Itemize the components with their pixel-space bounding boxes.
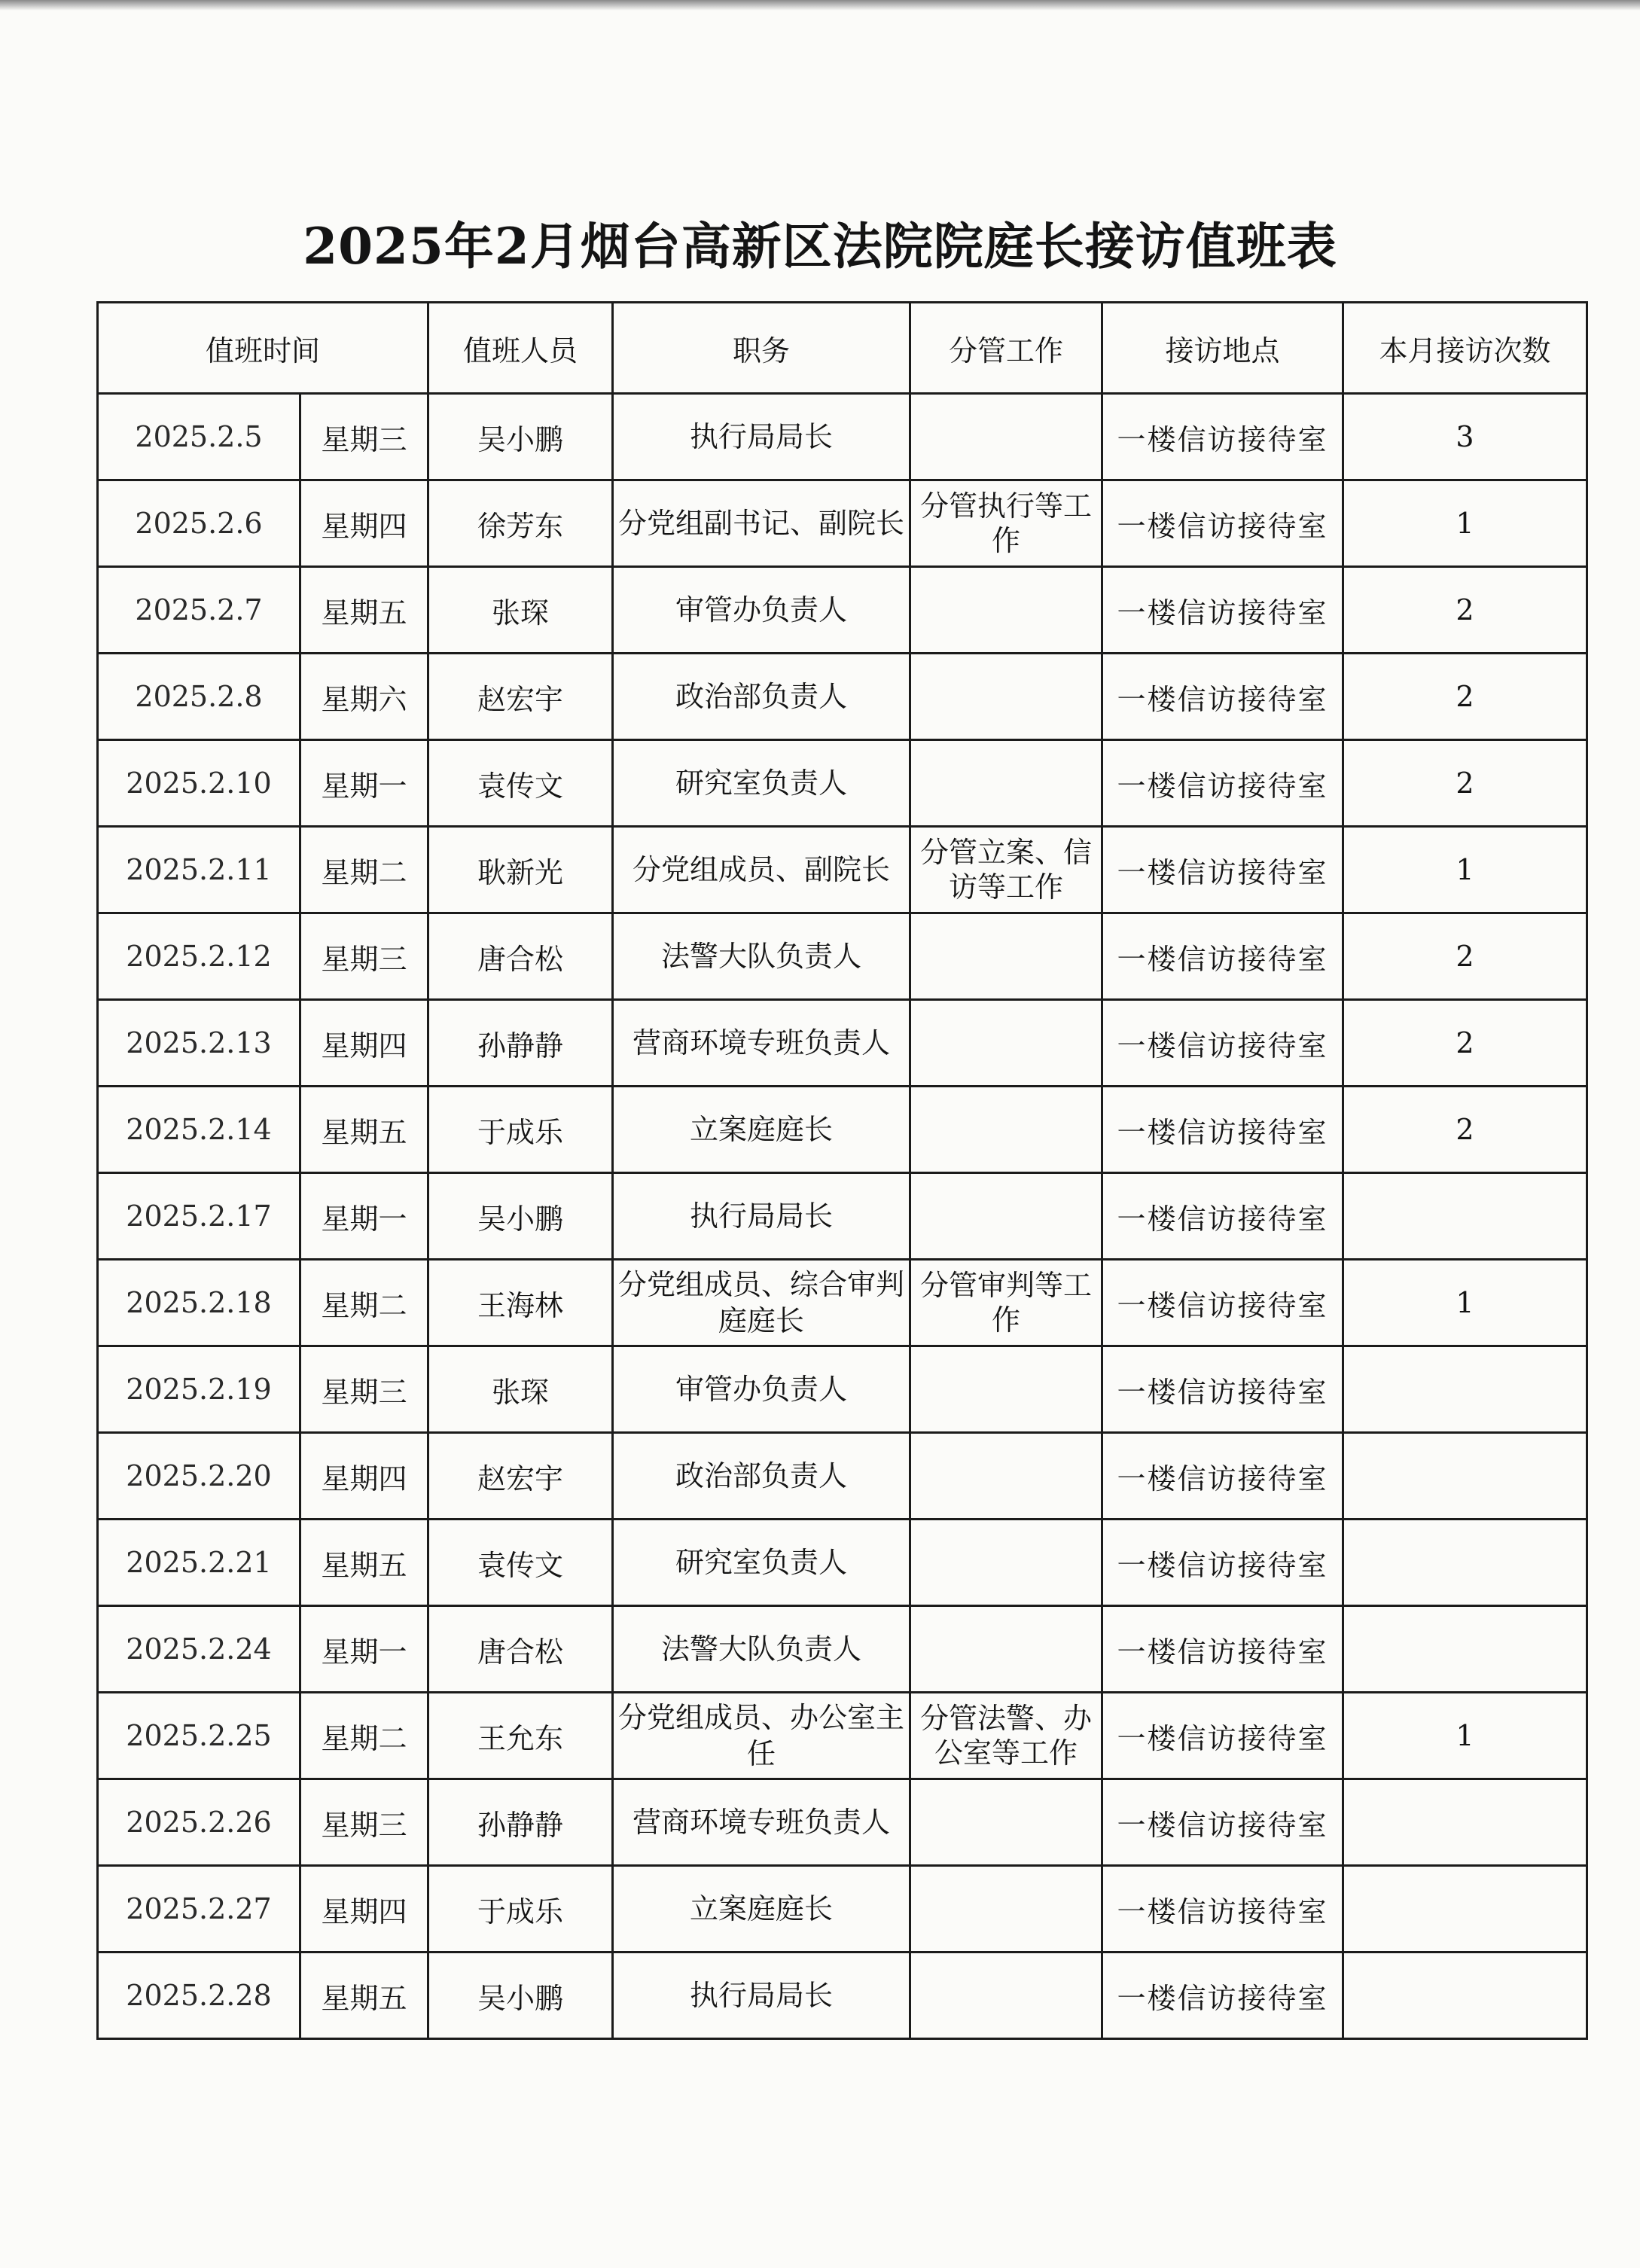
duty-schedule-table: [96, 301, 1588, 2040]
cell-visit-count: 2: [1343, 567, 1587, 654]
cell-location: 一楼信访接待室: [1102, 480, 1343, 567]
cell-visit-count: 2: [1343, 654, 1587, 740]
cell-weekday: 星期一: [300, 740, 428, 827]
table-row: [98, 740, 1587, 827]
cell-visit-count: 1: [1343, 480, 1587, 567]
cell-location: 一楼信访接待室: [1102, 1779, 1343, 1866]
cell-person: 孙静静: [428, 1779, 613, 1866]
table-row: [98, 1952, 1587, 2039]
cell-date: 2025.2.8: [98, 654, 300, 740]
cell-position: 立案庭庭长: [613, 1087, 910, 1173]
cell-date: 2025.2.27: [98, 1866, 300, 1952]
cell-person: 孙静静: [428, 1000, 613, 1087]
cell-date: 2025.2.13: [98, 1000, 300, 1087]
table-row: [98, 480, 1587, 567]
cell-weekday: 星期六: [300, 654, 428, 740]
cell-weekday: 星期四: [300, 1433, 428, 1520]
cell-charge: [910, 740, 1102, 827]
table-row: [98, 1606, 1587, 1693]
cell-charge: [910, 913, 1102, 1000]
cell-date: 2025.2.17: [98, 1173, 300, 1260]
cell-visit-count: [1343, 1952, 1587, 2039]
cell-location: 一楼信访接待室: [1102, 1260, 1343, 1346]
cell-position: 审管办负责人: [613, 1346, 910, 1433]
cell-person: 王允东: [428, 1693, 613, 1779]
header-position: 职务: [613, 303, 910, 394]
cell-visit-count: [1343, 1866, 1587, 1952]
cell-position: 分党组成员、综合审判庭庭长: [613, 1260, 910, 1346]
cell-visit-count: [1343, 1779, 1587, 1866]
cell-weekday: 星期四: [300, 480, 428, 567]
cell-visit-count: 3: [1343, 394, 1587, 480]
cell-person: 袁传文: [428, 740, 613, 827]
cell-position: 营商环境专班负责人: [613, 1779, 910, 1866]
table-row: [98, 567, 1587, 654]
cell-charge: [910, 394, 1102, 480]
table-row: [98, 1866, 1587, 1952]
cell-location: 一楼信访接待室: [1102, 827, 1343, 913]
table-row: [98, 1260, 1587, 1346]
cell-location: 一楼信访接待室: [1102, 1173, 1343, 1260]
cell-date: 2025.2.18: [98, 1260, 300, 1346]
cell-position: 分党组成员、办公室主任: [613, 1693, 910, 1779]
cell-location: 一楼信访接待室: [1102, 654, 1343, 740]
cell-weekday: 星期二: [300, 827, 428, 913]
cell-location: 一楼信访接待室: [1102, 1520, 1343, 1606]
cell-charge: [910, 1087, 1102, 1173]
cell-charge: [910, 1433, 1102, 1520]
cell-visit-count: [1343, 1346, 1587, 1433]
cell-location: 一楼信访接待室: [1102, 567, 1343, 654]
cell-position: 政治部负责人: [613, 1433, 910, 1520]
table-row: [98, 1173, 1587, 1260]
cell-weekday: 星期五: [300, 567, 428, 654]
cell-position: 执行局局长: [613, 1173, 910, 1260]
cell-weekday: 星期五: [300, 1087, 428, 1173]
table-row: [98, 654, 1587, 740]
cell-position: 立案庭庭长: [613, 1866, 910, 1952]
cell-visit-count: [1343, 1173, 1587, 1260]
cell-weekday: 星期三: [300, 913, 428, 1000]
cell-charge: 分管审判等工作: [910, 1260, 1102, 1346]
cell-date: 2025.2.21: [98, 1520, 300, 1606]
table-row: [98, 1779, 1587, 1866]
cell-visit-count: 1: [1343, 1260, 1587, 1346]
header-duty-time: 值班时间: [98, 303, 428, 394]
cell-date: 2025.2.24: [98, 1606, 300, 1693]
cell-date: 2025.2.7: [98, 567, 300, 654]
cell-weekday: 星期四: [300, 1000, 428, 1087]
cell-person: 于成乐: [428, 1087, 613, 1173]
cell-charge: 分管执行等工作: [910, 480, 1102, 567]
cell-visit-count: [1343, 1433, 1587, 1520]
cell-location: 一楼信访接待室: [1102, 1693, 1343, 1779]
cell-location: 一楼信访接待室: [1102, 1433, 1343, 1520]
cell-location: 一楼信访接待室: [1102, 1866, 1343, 1952]
cell-visit-count: 1: [1343, 827, 1587, 913]
cell-visit-count: 2: [1343, 1000, 1587, 1087]
cell-date: 2025.2.14: [98, 1087, 300, 1173]
cell-location: 一楼信访接待室: [1102, 1346, 1343, 1433]
cell-visit-count: [1343, 1520, 1587, 1606]
cell-charge: [910, 567, 1102, 654]
cell-person: 吴小鹏: [428, 1952, 613, 2039]
page-title: 2025年2月烟台高新区法院院庭长接访值班表: [303, 217, 1337, 276]
cell-weekday: 星期一: [300, 1606, 428, 1693]
table-row: [98, 1433, 1587, 1520]
cell-visit-count: 2: [1343, 913, 1587, 1000]
cell-location: 一楼信访接待室: [1102, 1606, 1343, 1693]
cell-charge: [910, 1000, 1102, 1087]
cell-position: 研究室负责人: [613, 1520, 910, 1606]
cell-date: 2025.2.10: [98, 740, 300, 827]
table-row: [98, 913, 1587, 1000]
cell-position: 法警大队负责人: [613, 1606, 910, 1693]
cell-date: 2025.2.19: [98, 1346, 300, 1433]
cell-person: 耿新光: [428, 827, 613, 913]
cell-position: 分党组副书记、副院长: [613, 480, 910, 567]
cell-weekday: 星期四: [300, 1866, 428, 1952]
cell-location: 一楼信访接待室: [1102, 394, 1343, 480]
table-row: [98, 1000, 1587, 1087]
cell-visit-count: 1: [1343, 1693, 1587, 1779]
cell-person: 王海林: [428, 1260, 613, 1346]
cell-charge: [910, 654, 1102, 740]
cell-charge: [910, 1173, 1102, 1260]
cell-date: 2025.2.25: [98, 1693, 300, 1779]
cell-weekday: 星期一: [300, 1173, 428, 1260]
cell-person: 张琛: [428, 567, 613, 654]
header-charge: 分管工作: [910, 303, 1102, 394]
cell-date: 2025.2.28: [98, 1952, 300, 2039]
cell-visit-count: 2: [1343, 740, 1587, 827]
cell-position: 执行局局长: [613, 1952, 910, 2039]
cell-date: 2025.2.12: [98, 913, 300, 1000]
cell-charge: [910, 1866, 1102, 1952]
cell-position: 执行局局长: [613, 394, 910, 480]
cell-date: 2025.2.5: [98, 394, 300, 480]
cell-location: 一楼信访接待室: [1102, 913, 1343, 1000]
cell-weekday: 星期三: [300, 1346, 428, 1433]
cell-weekday: 星期二: [300, 1260, 428, 1346]
cell-weekday: 星期三: [300, 394, 428, 480]
table-row: [98, 827, 1587, 913]
cell-charge: [910, 1952, 1102, 2039]
cell-location: 一楼信访接待室: [1102, 1087, 1343, 1173]
cell-person: 张琛: [428, 1346, 613, 1433]
cell-date: 2025.2.26: [98, 1779, 300, 1866]
cell-location: 一楼信访接待室: [1102, 1000, 1343, 1087]
cell-date: 2025.2.6: [98, 480, 300, 567]
table-row: [98, 1520, 1587, 1606]
cell-charge: [910, 1520, 1102, 1606]
cell-charge: 分管法警、办公室等工作: [910, 1693, 1102, 1779]
cell-person: 唐合松: [428, 913, 613, 1000]
cell-charge: [910, 1346, 1102, 1433]
cell-person: 袁传文: [428, 1520, 613, 1606]
table-body: [98, 394, 1587, 2039]
cell-position: 营商环境专班负责人: [613, 1000, 910, 1087]
cell-date: 2025.2.20: [98, 1433, 300, 1520]
cell-person: 吴小鹏: [428, 394, 613, 480]
cell-location: 一楼信访接待室: [1102, 1952, 1343, 2039]
cell-visit-count: [1343, 1606, 1587, 1693]
table-row: [98, 1693, 1587, 1779]
cell-charge: [910, 1779, 1102, 1866]
cell-person: 唐合松: [428, 1606, 613, 1693]
cell-date: 2025.2.11: [98, 827, 300, 913]
cell-person: 于成乐: [428, 1866, 613, 1952]
table-row: [98, 1087, 1587, 1173]
cell-person: 吴小鹏: [428, 1173, 613, 1260]
cell-weekday: 星期五: [300, 1520, 428, 1606]
cell-person: 赵宏宇: [428, 1433, 613, 1520]
cell-position: 分党组成员、副院长: [613, 827, 910, 913]
cell-charge: 分管立案、信访等工作: [910, 827, 1102, 913]
scan-top-edge: [0, 0, 1640, 11]
cell-person: 徐芳东: [428, 480, 613, 567]
cell-weekday: 星期五: [300, 1952, 428, 2039]
cell-position: 审管办负责人: [613, 567, 910, 654]
cell-visit-count: 2: [1343, 1087, 1587, 1173]
cell-location: 一楼信访接待室: [1102, 740, 1343, 827]
header-location: 接访地点: [1102, 303, 1343, 394]
header-visit-count: 本月接访次数: [1343, 303, 1587, 394]
cell-position: 研究室负责人: [613, 740, 910, 827]
header-duty-person: 值班人员: [428, 303, 613, 394]
table-row: [98, 1346, 1587, 1433]
cell-weekday: 星期二: [300, 1693, 428, 1779]
cell-charge: [910, 1606, 1102, 1693]
header-row: [98, 303, 1587, 394]
cell-position: 政治部负责人: [613, 654, 910, 740]
table-row: [98, 394, 1587, 480]
cell-position: 法警大队负责人: [613, 913, 910, 1000]
cell-person: 赵宏宇: [428, 654, 613, 740]
cell-weekday: 星期三: [300, 1779, 428, 1866]
